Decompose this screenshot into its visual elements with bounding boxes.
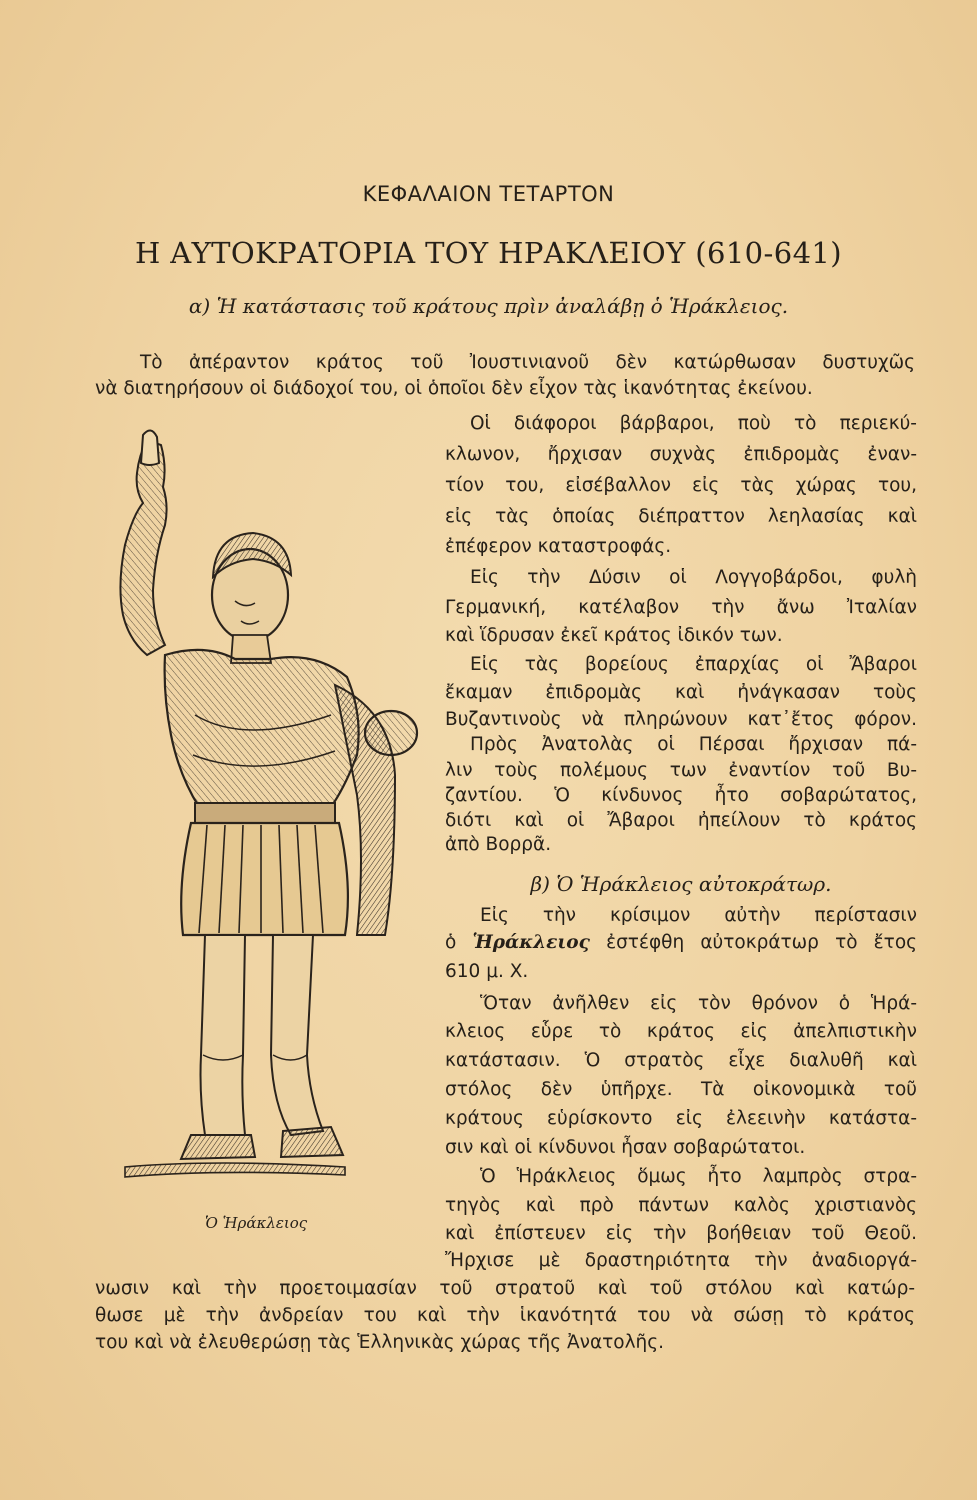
barbarians-line-5: ἐπέφερον καταστροφάς. <box>445 536 672 557</box>
final-line-2: θωσε μὲ τὴν ἀνδρείαν του καὶ τὴν ἱκανότητά του νὰ σώσῃ τὸ κράτος <box>95 1305 915 1326</box>
heraclius-illustration <box>95 415 425 1205</box>
crowned-line-3: 610 μ. Χ. <box>445 961 529 982</box>
throne-line-3: κατάστασιν. Ὁ στρατὸς εἶχε διαλυθῆ καὶ <box>445 1050 917 1071</box>
west-line-3: καὶ ἵδρυσαν ἐκεῖ κράτος ἰδικόν των. <box>445 625 783 646</box>
throne-line-1: Ὅταν ἀνῆλθεν εἰς τὸν θρόνον ὁ Ἡρά- <box>480 993 917 1014</box>
figure-caption: Ὁ Ἡράκλειος <box>205 1214 308 1232</box>
east-line-5: ἀπὸ Βορρᾶ. <box>445 834 552 855</box>
crowned-line-1: Εἰς τὴν κρίσιμον αὐτὴν περίστασιν <box>480 905 917 926</box>
general-line-4: Ἤρχισε μὲ δραστηριότητα τὴν ἀναδιοργά- <box>445 1250 917 1271</box>
east-line-3: ζαντίου. Ὁ κίνδυνος ἦτο σοβαρώτατος, <box>445 785 917 806</box>
east-line-4: διότι καὶ οἱ Ἄβαροι ἠπείλουν τὸ κράτος <box>445 810 917 831</box>
north-line-3: Βυζαντινοὺς νὰ πληρώνουν κατ᾽ἔτος φόρον. <box>445 709 917 730</box>
throne-line-4: στόλος δὲν ὑπῆρχε. Τὰ οἰκονομικὰ τοῦ <box>445 1079 917 1100</box>
final-line-3: του καὶ νὰ ἐλευθερώσῃ τὰς Ἑλληνικὰς χώρας τῆς Ἀνατολῆς. <box>95 1332 665 1353</box>
intro-line-2: νὰ διατηρήσουν οἱ διάδοχοί του, οἱ ὁποῖοι δὲν εἶχον τὰς ἱκανότητας ἐκείνου. <box>95 378 813 399</box>
crowned-line-2: ὁ Ἡράκλειος ἐστέφθη αὐτοκράτωρ τὸ ἔτος <box>445 932 917 953</box>
throne-line-2: κλειος εὗρε τὸ κράτος εἰς ἀπελπιστικὴν <box>445 1021 917 1042</box>
north-line-2: ἔκαμαν ἐπιδρομὰς καὶ ἠνάγκασαν τοὺς <box>445 682 917 703</box>
general-line-1: Ὁ Ἡράκλειος ὅμως ἦτο λαμπρὸς στρα- <box>480 1166 917 1187</box>
north-line-1: Εἰς τὰς βορείους ἐπαρχίας οἱ Ἄβαροι <box>470 654 917 675</box>
barbarians-line-4: εἰς τὰς ὁποίας διέπραττον λεηλασίας καὶ <box>445 506 917 527</box>
general-line-3: καὶ ἐπίστευεν εἰς τὴν βοήθειαν τοῦ Θεοῦ. <box>445 1223 917 1244</box>
section-a-heading: α) Ἡ κατάστασις τοῦ κράτους πρὶν ἀναλάβῃ ὁ Ἡράκλειος. <box>188 294 789 318</box>
east-line-2: λιν τοὺς πολέμους των ἐναντίον τοῦ Βυ- <box>445 760 917 781</box>
barbarians-line-2: κλωνον, ἤρχισαν συχνὰς ἐπιδρομὰς ἐναν- <box>445 444 917 465</box>
barbarians-line-1: Οἱ διάφοροι βάρβαροι, ποὺ τὸ περιεκύ- <box>470 413 917 434</box>
intro-line-1: Τὸ ἀπέραντον κράτος τοῦ Ἰουστινιανοῦ δὲν κατώρθωσαν δυστυχῶς <box>140 352 915 373</box>
final-line-1: νωσιν καὶ τὴν προετοιμασίαν τοῦ στρατοῦ καὶ τοῦ στόλου καὶ κατώρ- <box>95 1278 915 1299</box>
west-line-1: Εἰς τὴν Δύσιν οἱ Λογγοβάρδοι, φυλὴ <box>470 567 917 588</box>
chapter-heading: ΚΕΦΑΛΑΙΟΝ ΤΕΤΑΡΤΟΝ <box>362 182 615 206</box>
east-line-1: Πρὸς Ἀνατολὰς οἱ Πέρσαι ἤρχισαν πά- <box>470 734 917 755</box>
section-b-heading: β) Ὁ Ἡράκλειος αὐτοκράτωρ. <box>530 872 832 896</box>
barbarians-line-3: τίον του, εἰσέβαλλον εἰς τὰς χώρας του, <box>445 475 917 496</box>
throne-line-6: σιν καὶ οἱ κίνδυνοι ἦσαν σοβαρώτατοι. <box>445 1137 806 1158</box>
page-title: Η ΑΥΤΟΚΡΑΤΟΡΙΑ ΤΟΥ ΗΡΑΚΛΕΙΟΥ (610-641) <box>134 236 842 270</box>
heraclius-name: Ἡράκλειος <box>472 932 590 953</box>
throne-line-5: κράτους εὑρίσκοντο εἰς ἐλεεινὴν κατάστα- <box>445 1108 917 1129</box>
west-line-2: Γερμανική, κατέλαβον τὴν ἄνω Ἰταλίαν <box>445 597 917 618</box>
general-line-2: τηγὸς καὶ πρὸ πάντων καλὸς χριστιανὸς <box>445 1195 917 1216</box>
